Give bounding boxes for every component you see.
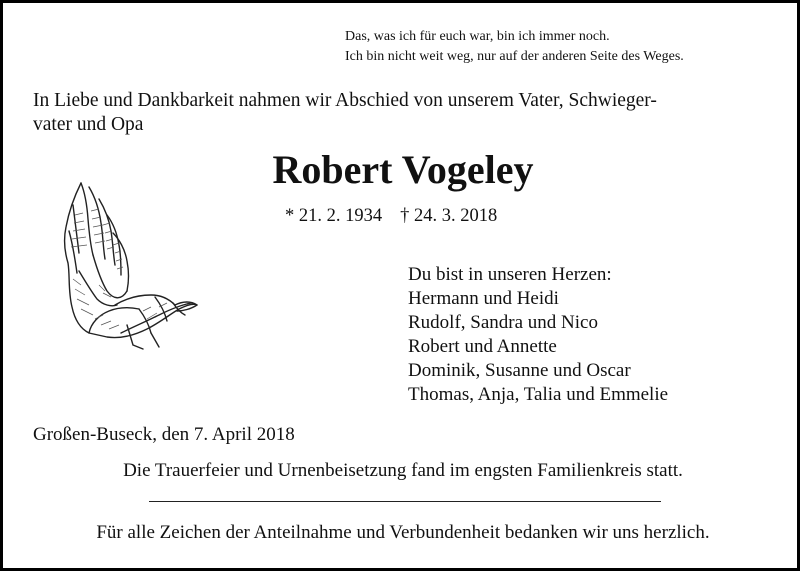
praying-hands-icon (55, 175, 201, 355)
motto-line: Ich bin nicht weit weg, nur auf der anderen Seite des Weges. (345, 49, 684, 64)
family-heading: Du bist in unseren Herzen: (408, 264, 612, 285)
family-member: Hermann und Heidi (408, 288, 559, 309)
place-date: Großen-Buseck, den 7. April 2018 (33, 424, 295, 445)
family-member: Dominik, Susanne und Oscar (408, 360, 631, 381)
death-date: † 24. 3. 2018 (400, 206, 498, 226)
thanks-note: Für alle Zeichen der Anteilnahme und Verbundenheit bedanken wir uns herzlich. (96, 522, 710, 543)
birth-date: * 21. 2. 1934 (285, 206, 383, 226)
ceremony-note: Die Trauerfeier und Urnenbeisetzung fand im engsten Familienkreis statt. (123, 460, 683, 481)
family-list (408, 263, 668, 407)
motto-line: Das, was ich für euch war, bin ich immer noch. (345, 29, 610, 44)
family-member: Thomas, Anja, Talia und Emmelie (408, 384, 669, 405)
intro-line: In Liebe und Dankbarkeit nahmen wir Abschied von unserem Vater, Schwieger- (33, 90, 657, 111)
intro-line: vater und Opa (33, 114, 144, 135)
deceased-name: Robert Vogeley (272, 147, 534, 192)
divider-line (149, 501, 661, 502)
family-member: Robert und Annette (408, 336, 557, 357)
life-dates (285, 204, 497, 228)
family-member: Rudolf, Sandra und Nico (408, 312, 598, 333)
intro-text (33, 89, 657, 137)
motto-quote (345, 27, 684, 67)
